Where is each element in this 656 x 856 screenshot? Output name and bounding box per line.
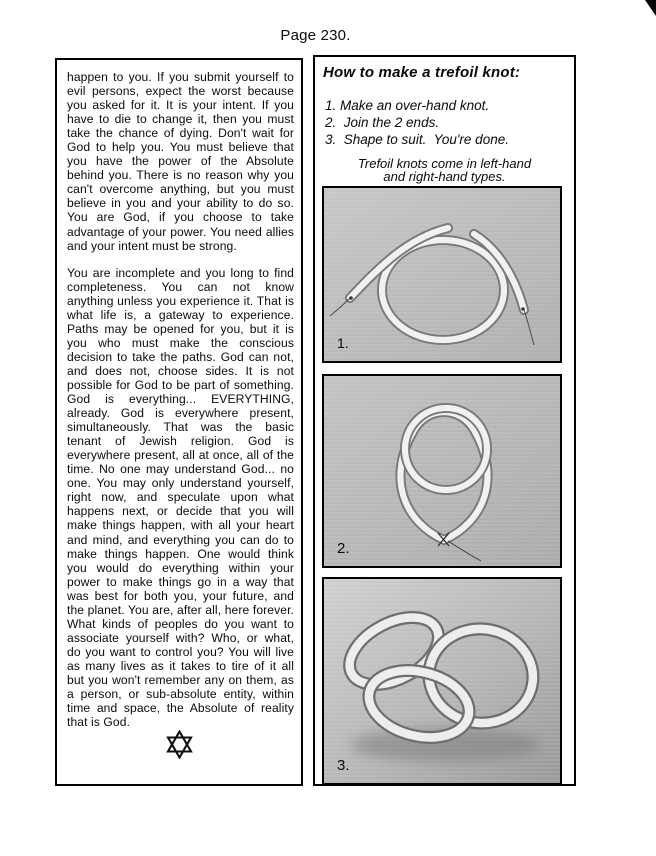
knot-photo-trefoil: [322, 577, 562, 785]
knot-photo-overhand: [322, 186, 562, 363]
instruction-step-3: 3. Shape to suit. You're done.: [325, 132, 509, 147]
photo-label-3: 3.: [337, 757, 350, 774]
photo-caption: [315, 158, 574, 183]
instruction-step-1: 1. Make an over-hand knot.: [325, 98, 490, 113]
photo-label-2: 2.: [337, 540, 350, 557]
body-paragraph-1: happen to you. If you submit yourself to evil persons, expect the worst because you asked for it. It is your intent. If you have to die to change it, then you must take the chance of dying. Don't wait for God to help you. You must believe that you have the power of the Absolute behind you. There is no reason why you can't overcome anything, but you must believe in you and your ability to do so. You are God, if you choose to take advantage of your power. You need allies and your intent must be strong.: [67, 70, 294, 253]
photo-caption-line-1: Trefoil knots come in left-hand: [357, 156, 532, 171]
trefoil-instructions-panel: [313, 55, 576, 786]
left-text-column: [55, 58, 303, 786]
instruction-step-2: 2. Join the 2 ends.: [325, 115, 440, 130]
photo-caption-line-2: and right-hand types.: [383, 168, 506, 184]
instruction-list: [325, 97, 574, 148]
knot-photo-joined: [322, 374, 562, 568]
panel-title: How to make a trefoil knot:: [323, 64, 521, 81]
scan-artifact-corner: [645, 0, 656, 16]
star-of-david-icon: [57, 730, 301, 764]
body-paragraph-2: You are incomplete and you long to find completeness. You can not know anything unless you experience it. That is what life is, a gateway to experience. Paths may be opened for you, but it is you who must make the conscious decision to take the paths. God can not, and does not, choose sides. It is not possible for God to be part of something. God is everything... EVERYTHING, already. God is everywhere present, simultaneously. That was the basic tenant of Jewish religion. God is everywhere present, all at once, all of the time. No one may understand God... no one. You may only understand yourself, right now, and speculate upon what happens next, or decide that you will make things happen, with all your heart and mind, and everything you can do to make things happen. One would think you would do everything within your power to make things go in a way that was best for both you, your future, and the planet. You are, after all, here forever. What kinds of peoples do you want to associate yourself with? Who, or what, do you want to control you? You will live as many lives as it takes to tire of it all but you won't remember any on them, as a person, or sub-absolute entity, within time and space, the Absolute of reality that is God.: [67, 265, 294, 730]
page-number: Page 230.: [280, 27, 351, 44]
photo-label-1: 1.: [337, 335, 349, 351]
